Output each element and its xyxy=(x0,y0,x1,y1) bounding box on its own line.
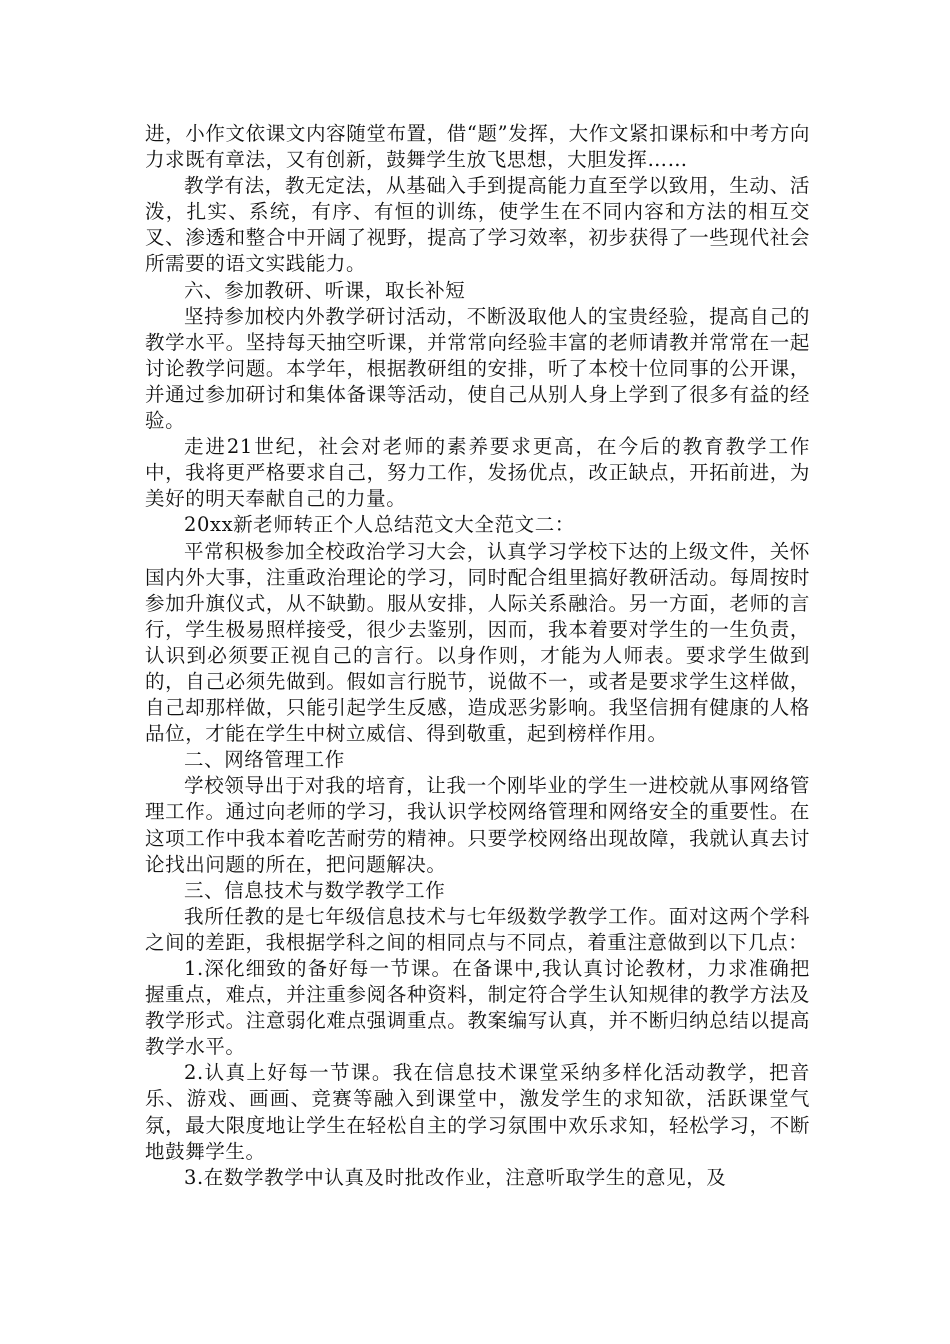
article-two-title: 20xx新老师转正个人总结范文大全范文二： xyxy=(184,513,575,537)
section-heading-2: 二、网络管理工作 xyxy=(184,748,345,772)
paragraph-6: 学校领导出于对我的培育，让我一个刚毕业的学生一进校就从事网络管理工作。通过向老师的学习，我认识学校网络管理和网络安全的重要性。在这项工作中我本着吃苦耐劳的精神。只要学校网络出现故障，我就认真去讨论找出问题的所在，把问题解决。 xyxy=(145,774,810,876)
section-heading-6: 六、参加教研、听课，取长补短 xyxy=(184,278,466,302)
list-item-3: 3.在数学教学中认真及时批改作业，注意听取学生的意见，及 xyxy=(184,1165,727,1189)
paragraph-3: 坚持参加校内外教学研讨活动，不断汲取他人的宝贵经验，提高自己的教学水平。坚持每天抽空听课，并常常向经验丰富的老师请教并常常在一起讨论教学问题。本学年，根据教研组的安排，听了本校十位同事的公开课，并通过参加研讨和集体备课等活动，使自己从别人身上学到了很多有益的经验。 xyxy=(145,304,810,433)
section-heading-3: 三、信息技术与数学教学工作 xyxy=(184,878,446,902)
paragraph-1: 进，小作文依课文内容随堂布置，借“题”发挥，大作文紧扣课标和中考方向力求既有章法，又有创新，鼓舞学生放飞思想，大胆发挥…… xyxy=(145,122,810,172)
document-body xyxy=(145,121,810,1191)
paragraph-4: 走进21世纪，社会对老师的素养要求更高，在今后的教育教学工作中，我将更严格要求自己，努力工作，发扬优点，改正缺点，开拓前进，为美好的明天奉献自己的力量。 xyxy=(145,435,810,511)
paragraph-5: 平常积极参加全校政治学习大会，认真学习学校下达的上级文件，关怀国内外大事，注重政治理论的学习，同时配合组里搞好教研活动。每周按时参加升旗仪式，从不缺勤。服从安排，人际关系融洽。另一方面，老师的言行，学生极易照样接受，很少去鉴别，因而，我本着要对学生的一生负责，认识到必须要正视自己的言行。以身作则，才能为人师表。要求学生做到的，自己必须先做到。假如言行脱节，说做不一，或者是要求学生这样做，自己却那样做，只能引起学生反感，造成恶劣影响。我坚信拥有健康的人格品位，才能在学生中树立威信、得到敬重，起到榜样作用。 xyxy=(145,539,810,746)
list-item-2: 2.认真上好每一节课。我在信息技术课堂采纳多样化活动教学，把音乐、游戏、画画、竞赛等融入到课堂中，激发学生的求知欲，活跃课堂气氛，最大限度地让学生在轻松自主的学习氛围中欢乐求知，轻松学习，不断地鼓舞学生。 xyxy=(145,1061,810,1163)
paragraph-2: 教学有法，教无定法，从基础入手到提高能力直至学以致用，生动、活泼，扎实、系统，有序、有恒的训练，使学生在不同内容和方法的相互交叉、渗透和整合中开阔了视野，提高了学习效率，初步获得了一些现代社会所需要的语文实践能力。 xyxy=(145,174,810,276)
paragraph-7: 我所任教的是七年级信息技术与七年级数学教学工作。面对这两个学科之间的差距，我根据学科之间的相同点与不同点，着重注意做到以下几点： xyxy=(145,904,810,954)
list-item-1: 1.深化细致的备好每一节课。在备课中,我认真讨论教材，力求准确把握重点，难点，并注重参阅各种资料，制定符合学生认知规律的教学方法及教学形式。注意弱化难点强调重点。教案编写认真，并不断归纳总结以提高教学水平。 xyxy=(145,957,810,1059)
